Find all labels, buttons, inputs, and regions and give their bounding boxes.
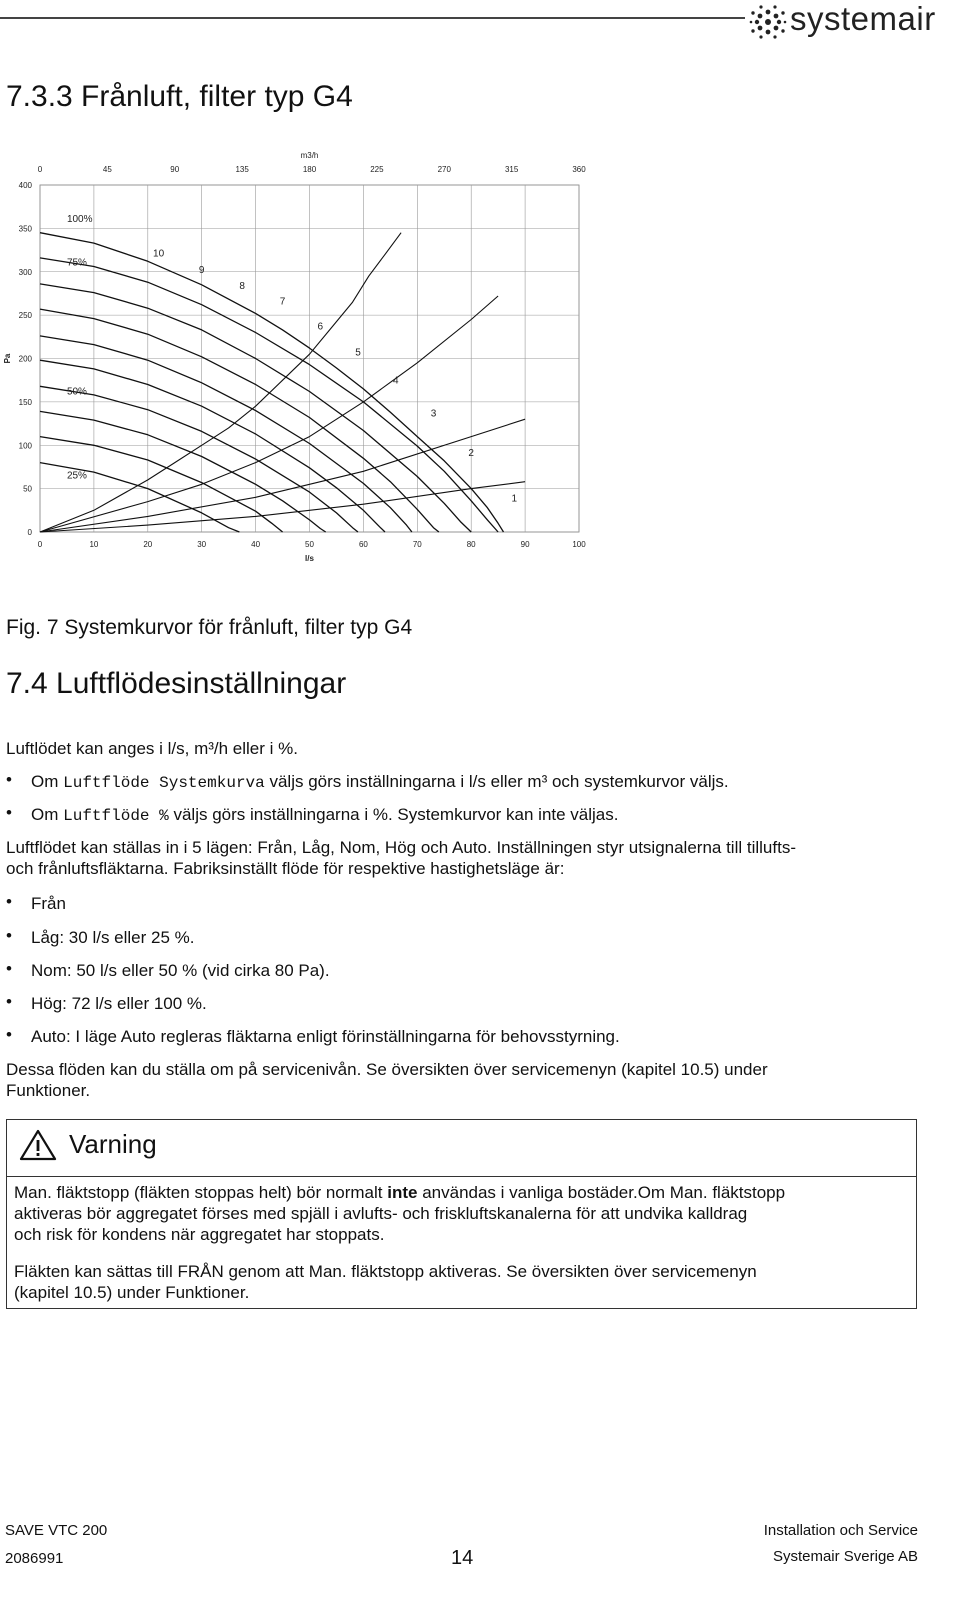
bullet-procent — [31, 804, 618, 827]
section-title-733: 7.3.3 Frånluft, filter typ G4 — [6, 80, 353, 113]
y-tick-label: 50 — [23, 484, 32, 494]
top-axis-tick-label: 0 — [37, 165, 43, 174]
mode-list-item: Nom: 50 l/s eller 50 % (vid cirka 80 Pa). — [31, 961, 330, 980]
intro-text: Luftlödet kan anges i l/s, m³/h eller i %. — [6, 739, 298, 758]
mode-list-item: Hög: 72 l/s eller 100 %. — [31, 994, 207, 1013]
menu-option-luftflode-systemkurva: Luftflöde Systemkurva — [63, 774, 265, 792]
y-tick-label: 300 — [18, 267, 32, 277]
bullet-text: Om — [31, 772, 64, 791]
x-tick-label: 60 — [358, 540, 368, 549]
bullet-text: väljs görs inställningarna i %. Systemkurvor kan inte väljas. — [168, 805, 619, 824]
fan-curve-label: 7 — [279, 296, 286, 308]
paragraph-modes-line1: Luftflödet kan ställas in i 5 lägen: Från, Låg, Nom, Hög och Auto. Inställningen styr utsignalerna till tillufts- — [6, 838, 796, 857]
x-tick-label: 80 — [466, 540, 476, 549]
top-axis-tick-label: 270 — [437, 165, 451, 174]
footer-company: Systemair Sverige AB — [772, 1548, 918, 1565]
bullet-marker: • — [6, 959, 12, 978]
x-axis-label: l/s — [305, 554, 314, 563]
paragraph-modes-line2: och frånluftsfläktarna. Fabriksinställt flöde för respektive hastighetsläge är: — [6, 859, 565, 878]
bullet-marker: • — [6, 992, 12, 1011]
top-axis-label: m3/h — [300, 151, 319, 160]
mode-list-item: Från — [31, 894, 66, 913]
top-axis-tick-label: 315 — [504, 165, 519, 174]
top-axis-tick-label: 225 — [370, 165, 384, 174]
x-tick-label: 30 — [197, 540, 207, 549]
y-tick-label: 150 — [18, 397, 32, 407]
y-tick-label: 200 — [18, 354, 32, 364]
bullet-marker: • — [6, 770, 12, 789]
y-axis-label: Pa — [3, 353, 12, 364]
footer-doc-number: 2086991 — [5, 1550, 64, 1567]
fan-curve-label: 9 — [198, 265, 205, 277]
bullet-marker: • — [6, 892, 12, 911]
top-axis-tick-label: 135 — [235, 165, 249, 174]
warning-p1-line1 — [14, 1182, 785, 1203]
x-tick-label: 70 — [412, 540, 422, 549]
percent-label: 100% — [66, 213, 93, 225]
warning-box — [6, 1119, 917, 1309]
bullet-marker: • — [6, 926, 12, 945]
brand-name: systemair — [790, 0, 936, 37]
warning-header — [7, 1120, 916, 1177]
fan-curve-label: 8 — [239, 280, 245, 292]
top-axis-tick-label: 180 — [302, 165, 317, 174]
warning-p1-line3: och risk för kondens när aggregatet har stoppats. — [14, 1225, 385, 1244]
bullet-systemkurva — [31, 771, 729, 794]
bullet-marker: • — [6, 803, 12, 822]
warning-emphasis: inte — [387, 1183, 418, 1202]
warning-title: Varning — [69, 1129, 157, 1159]
percent-label: 75% — [66, 257, 87, 269]
mode-list-item: Auto: I läge Auto regleras fläktarna enligt förinställningarna för behovsstyrning. — [31, 1027, 620, 1046]
fan-curve-label: 3 — [430, 408, 437, 420]
figure-caption: Fig. 7 Systemkurvor för frånluft, filter typ G4 — [6, 616, 413, 639]
x-tick-label: 10 — [89, 540, 99, 549]
top-axis-tick-label: 90 — [170, 165, 180, 174]
mode-list-item: Låg: 30 l/s eller 25 %. — [31, 928, 195, 947]
system-curve-chart — [0, 140, 600, 572]
x-tick-label: 40 — [251, 540, 261, 549]
fan-curve-label: 10 — [153, 248, 165, 260]
bullet-text: Om — [31, 805, 64, 824]
y-tick-label: 250 — [18, 311, 32, 321]
y-tick-label: 100 — [18, 441, 32, 451]
warning-p2-line1: Fläkten kan sättas till FRÅN genom att Man. fläktstopp aktiveras. Se översikten över servicemenyn — [14, 1262, 757, 1281]
fan-curve-label: 6 — [317, 321, 324, 333]
y-tick-label: 350 — [18, 224, 32, 234]
top-axis-tick-label: 45 — [102, 165, 112, 174]
y-tick-label: 0 — [27, 528, 32, 537]
fan-curve-label: 5 — [355, 347, 361, 359]
bullet-text: väljs görs inställningarna i l/s eller m³ och systemkurvor väljs. — [264, 772, 729, 791]
warning-text: användas i vanliga bostäder.Om Man. fläktstopp — [417, 1183, 786, 1202]
fan-curve-label: 2 — [468, 448, 474, 460]
top-axis-tick-label: 360 — [572, 165, 586, 174]
percent-label: 50% — [66, 386, 87, 398]
x-tick-label: 20 — [143, 540, 153, 549]
warning-triangle-icon — [19, 1128, 57, 1162]
x-tick-label: 0 — [37, 540, 43, 549]
bullet-marker: • — [6, 1025, 12, 1044]
fan-curve-label: 4 — [392, 375, 399, 387]
paragraph-service-line1: Dessa flöden kan du ställa om på servicenivån. Se översikten över servicemenyn (kapitel 10.5) under — [6, 1060, 768, 1079]
warning-p1-line2: aktiveras bör aggregatet förses med spjäll i avlufts- och friskluftskanalerna för att undvika kalldrag — [14, 1204, 748, 1223]
footer-page-number: 14 — [451, 1547, 474, 1569]
y-tick-label: 400 — [18, 181, 32, 190]
footer-doc-type: Installation och Service — [763, 1522, 918, 1539]
x-tick-label: 100 — [572, 540, 586, 549]
footer-product: SAVE VTC 200 — [5, 1522, 108, 1539]
x-tick-label: 90 — [520, 540, 530, 549]
warning-p2-line2: (kapitel 10.5) under Funktioner. — [14, 1283, 250, 1302]
header-rule — [0, 17, 745, 19]
percent-label: 25% — [66, 470, 87, 482]
menu-option-luftflode-procent: Luftflöde % — [63, 807, 169, 825]
section-title-74: 7.4 Luftflödesinställningar — [6, 667, 347, 700]
fan-curve-label: 1 — [511, 493, 518, 505]
x-tick-label: 50 — [305, 540, 314, 549]
paragraph-service-line2: Funktioner. — [6, 1081, 91, 1100]
warning-text: Man. fläktstopp (fläkten stoppas helt) bör normalt — [14, 1183, 388, 1202]
